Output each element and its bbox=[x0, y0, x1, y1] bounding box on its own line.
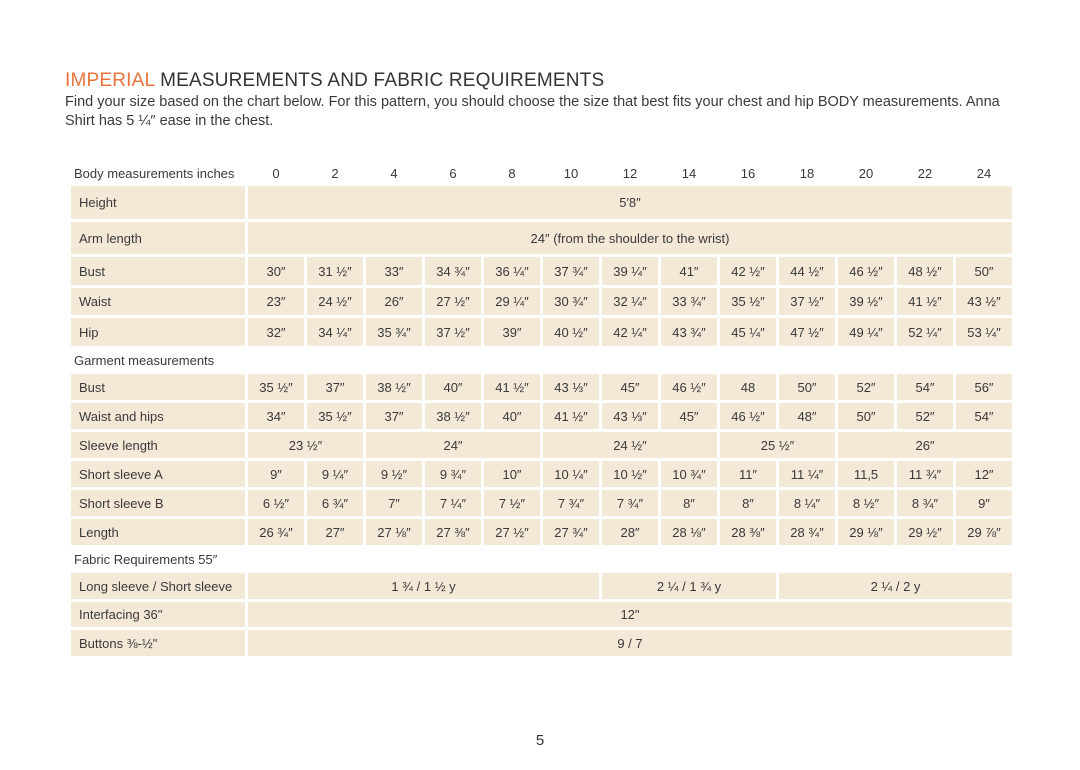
section-row-garment bbox=[71, 346, 1012, 374]
table-cell: 40 ½″ bbox=[543, 318, 599, 346]
table-cell: 38 ½″ bbox=[366, 374, 422, 400]
table-cell: 7 ½″ bbox=[484, 490, 540, 516]
table-cell: 41 ½″ bbox=[543, 403, 599, 429]
table-cell: 41″ bbox=[661, 257, 717, 285]
table-cell: 54″ bbox=[956, 403, 1012, 429]
table-cell: 50″ bbox=[779, 374, 835, 400]
page-title bbox=[65, 70, 604, 92]
size-header: 22 bbox=[917, 165, 933, 181]
table-cell: 49 ¼″ bbox=[838, 318, 894, 346]
table-cell: 30 ¾″ bbox=[543, 288, 599, 315]
size-header: 6 bbox=[449, 165, 457, 181]
table-cell: 33 ¾″ bbox=[661, 288, 717, 315]
table-cell: 45 ¼″ bbox=[720, 318, 776, 346]
table-cell: 53 ¼″ bbox=[956, 318, 1012, 346]
size-header: 10 bbox=[563, 165, 579, 181]
table-cell: 52″ bbox=[897, 403, 953, 429]
table-row-body-waist bbox=[71, 288, 1012, 315]
table-cell: 37 ¾″ bbox=[543, 257, 599, 285]
table-cell: 45″ bbox=[602, 374, 658, 400]
row-label: Bust bbox=[71, 374, 245, 400]
table-cell: 46 ½″ bbox=[661, 374, 717, 400]
table-cell: 43 ⅓″ bbox=[543, 374, 599, 400]
table-cell: 34 ¾″ bbox=[425, 257, 481, 285]
table-cell: 7 ¼″ bbox=[425, 490, 481, 516]
table-cell: 8 ½″ bbox=[838, 490, 894, 516]
table-cell: 48 bbox=[720, 374, 776, 400]
table-cell: 9 ¾″ bbox=[425, 461, 481, 487]
table-cell: 35 ½″ bbox=[307, 403, 363, 429]
table-cell: 10 ½″ bbox=[602, 461, 658, 487]
table-cell: 26 ¾″ bbox=[248, 519, 304, 545]
table-row-short-sleeve-b bbox=[71, 490, 1012, 516]
table-cell: 2 ¼ / 1 ¾ y bbox=[602, 573, 776, 599]
title-rest: MEASUREMENTS AND FABRIC REQUIREMENTS bbox=[154, 70, 605, 91]
size-header: 18 bbox=[799, 165, 815, 181]
table-cell: 39 ½″ bbox=[838, 288, 894, 315]
table-cell: 42 ¼″ bbox=[602, 318, 658, 346]
size-header: 14 bbox=[681, 165, 697, 181]
table-cell: 12″ bbox=[956, 461, 1012, 487]
table-cell: 37″ bbox=[307, 374, 363, 400]
intro-paragraph: Find your size based on the chart below. For this pattern, you should choose the size that best fits your chest and hip BODY measurements. Anna Shirt has 5 ¼″ ease in the chest. bbox=[65, 94, 1000, 129]
arm-length-value: 24″ (from the shoulder to the wrist) bbox=[248, 222, 1012, 254]
table-row-length bbox=[71, 519, 1012, 545]
table-cell: 54″ bbox=[897, 374, 953, 400]
table-cell: 32″ bbox=[248, 318, 304, 346]
table-cell: 41 ½″ bbox=[897, 288, 953, 315]
row-label: Long sleeve / Short sleeve bbox=[71, 573, 245, 599]
table-cell: 27 ⅛″ bbox=[366, 519, 422, 545]
size-header: 24 bbox=[976, 165, 992, 181]
table-cell: 9″ bbox=[248, 461, 304, 487]
size-header-row bbox=[71, 160, 1012, 186]
table-cell: 8 ¾″ bbox=[897, 490, 953, 516]
table-cell: 9 / 7 bbox=[248, 630, 1012, 656]
table-cell: 10″ bbox=[484, 461, 540, 487]
table-cell: 44 ½″ bbox=[779, 257, 835, 285]
size-header: 8 bbox=[508, 165, 516, 181]
table-cell: 24″ bbox=[366, 432, 540, 458]
table-cell: 7 ¾″ bbox=[602, 490, 658, 516]
table-cell: 36 ¼″ bbox=[484, 257, 540, 285]
height-value: 5′8″ bbox=[248, 186, 1012, 219]
table-cell: 9 ¼″ bbox=[307, 461, 363, 487]
table-cell: 42 ½″ bbox=[720, 257, 776, 285]
table-cell: 29 ⅞″ bbox=[956, 519, 1012, 545]
table-cell: 40″ bbox=[484, 403, 540, 429]
table-cell: 8″ bbox=[720, 490, 776, 516]
table-cell: 7″ bbox=[366, 490, 422, 516]
table-cell: 11″ bbox=[720, 461, 776, 487]
table-row-waist-and-hips bbox=[71, 403, 1012, 429]
table-cell: 48″ bbox=[779, 403, 835, 429]
row-label: Hip bbox=[71, 318, 245, 346]
table-cell: 27 ½″ bbox=[484, 519, 540, 545]
table-cell: 10 ¾″ bbox=[661, 461, 717, 487]
table-cell: 39″ bbox=[484, 318, 540, 346]
row-label: Waist and hips bbox=[71, 403, 245, 429]
section-label: Fabric Requirements 55″ bbox=[74, 551, 218, 567]
table-row-buttons bbox=[71, 630, 1012, 656]
table-row-body-hip bbox=[71, 318, 1012, 346]
table-cell: 34 ¼″ bbox=[307, 318, 363, 346]
size-header: 2 bbox=[331, 165, 339, 181]
table-cell: 7 ¾″ bbox=[543, 490, 599, 516]
table-row-interfacing bbox=[71, 602, 1012, 627]
table-cell: 8″ bbox=[661, 490, 717, 516]
table-cell: 11 ¾″ bbox=[897, 461, 953, 487]
table-cell: 40″ bbox=[425, 374, 481, 400]
table-cell: 56″ bbox=[956, 374, 1012, 400]
table-cell: 9 ½″ bbox=[366, 461, 422, 487]
table-cell: 28 ⅛″ bbox=[661, 519, 717, 545]
table-cell: 25 ½″ bbox=[720, 432, 835, 458]
table-cell: 52 ¼″ bbox=[897, 318, 953, 346]
table-cell: 46 ½″ bbox=[838, 257, 894, 285]
row-label: Length bbox=[71, 519, 245, 545]
table-cell: 48 ½″ bbox=[897, 257, 953, 285]
size-header: 16 bbox=[740, 165, 756, 181]
table-cell: 1 ¾ / 1 ½ y bbox=[248, 573, 599, 599]
row-label: Sleeve length bbox=[71, 432, 245, 458]
table-cell: 27 ⅜″ bbox=[425, 519, 481, 545]
table-cell: 45″ bbox=[661, 403, 717, 429]
table-cell: 9″ bbox=[956, 490, 1012, 516]
table-cell: 29 ½″ bbox=[897, 519, 953, 545]
table-cell: 35 ¾″ bbox=[366, 318, 422, 346]
size-chart-table bbox=[68, 160, 1015, 656]
table-cell: 32 ¼″ bbox=[602, 288, 658, 315]
table-cell: 6 ½″ bbox=[248, 490, 304, 516]
table-cell: 52″ bbox=[838, 374, 894, 400]
table-cell: 26″ bbox=[366, 288, 422, 315]
table-cell: 50″ bbox=[838, 403, 894, 429]
size-header: 0 bbox=[272, 165, 280, 181]
table-row-arm-length bbox=[71, 222, 1012, 254]
table-cell: 31 ½″ bbox=[307, 257, 363, 285]
table-row-short-sleeve-a bbox=[71, 461, 1012, 487]
size-header: 12 bbox=[622, 165, 638, 181]
table-cell: 43 ¾″ bbox=[661, 318, 717, 346]
section-label: Garment measurements bbox=[74, 352, 215, 368]
row-label: Short sleeve B bbox=[71, 490, 245, 516]
table-cell: 12" bbox=[248, 602, 1012, 627]
table-cell: 23 ½″ bbox=[248, 432, 363, 458]
table-cell: 46 ½″ bbox=[720, 403, 776, 429]
table-row-sleeve-length bbox=[71, 432, 1012, 458]
row-label: Short sleeve A bbox=[71, 461, 245, 487]
row-label: Buttons ⅜-½" bbox=[71, 630, 245, 656]
row-label: Height bbox=[71, 186, 245, 219]
table-cell: 23″ bbox=[248, 288, 304, 315]
table-cell: 29 ⅛″ bbox=[838, 519, 894, 545]
header-label: Body measurements inches bbox=[74, 165, 235, 181]
table-cell: 30″ bbox=[248, 257, 304, 285]
table-cell: 24 ½″ bbox=[307, 288, 363, 315]
table-row-garment-bust bbox=[71, 374, 1012, 400]
row-label: Bust bbox=[71, 257, 245, 285]
table-cell: 35 ½″ bbox=[720, 288, 776, 315]
table-cell: 27 ½″ bbox=[425, 288, 481, 315]
table-row-height bbox=[71, 186, 1012, 219]
table-cell: 11 ¼″ bbox=[779, 461, 835, 487]
table-cell: 35 ½″ bbox=[248, 374, 304, 400]
table-cell: 6 ¾″ bbox=[307, 490, 363, 516]
table-cell: 10 ¼″ bbox=[543, 461, 599, 487]
row-label: Waist bbox=[71, 288, 245, 315]
table-cell: 33″ bbox=[366, 257, 422, 285]
table-cell: 2 ¼ / 2 y bbox=[779, 573, 1012, 599]
table-cell: 11,5 bbox=[838, 461, 894, 487]
section-row-fabric bbox=[71, 545, 1012, 573]
table-cell: 43 ⅓″ bbox=[602, 403, 658, 429]
table-cell: 34″ bbox=[248, 403, 304, 429]
table-cell: 28 ⅜″ bbox=[720, 519, 776, 545]
table-cell: 47 ½″ bbox=[779, 318, 835, 346]
table-cell: 43 ½″ bbox=[956, 288, 1012, 315]
table-cell: 37 ½″ bbox=[425, 318, 481, 346]
table-cell: 39 ¼″ bbox=[602, 257, 658, 285]
row-label: Arm length bbox=[71, 222, 245, 254]
table-row-body-bust bbox=[71, 257, 1012, 285]
table-cell: 8 ¼″ bbox=[779, 490, 835, 516]
title-accent: IMPERIAL bbox=[65, 70, 155, 91]
table-cell: 28″ bbox=[602, 519, 658, 545]
table-cell: 26″ bbox=[838, 432, 1012, 458]
page-number: 5 bbox=[535, 732, 545, 749]
size-header: 20 bbox=[858, 165, 874, 181]
table-cell: 27″ bbox=[307, 519, 363, 545]
table-cell: 41 ½″ bbox=[484, 374, 540, 400]
table-cell: 29 ¼″ bbox=[484, 288, 540, 315]
table-cell: 24 ½″ bbox=[543, 432, 717, 458]
table-row-long-short-sleeve bbox=[71, 573, 1012, 599]
size-header: 4 bbox=[390, 165, 398, 181]
table-cell: 37 ½″ bbox=[779, 288, 835, 315]
row-label: Interfacing 36" bbox=[71, 602, 245, 627]
table-cell: 37″ bbox=[366, 403, 422, 429]
table-cell: 28 ¾″ bbox=[779, 519, 835, 545]
table-cell: 27 ¾″ bbox=[543, 519, 599, 545]
table-cell: 50″ bbox=[956, 257, 1012, 285]
table-cell: 38 ½″ bbox=[425, 403, 481, 429]
